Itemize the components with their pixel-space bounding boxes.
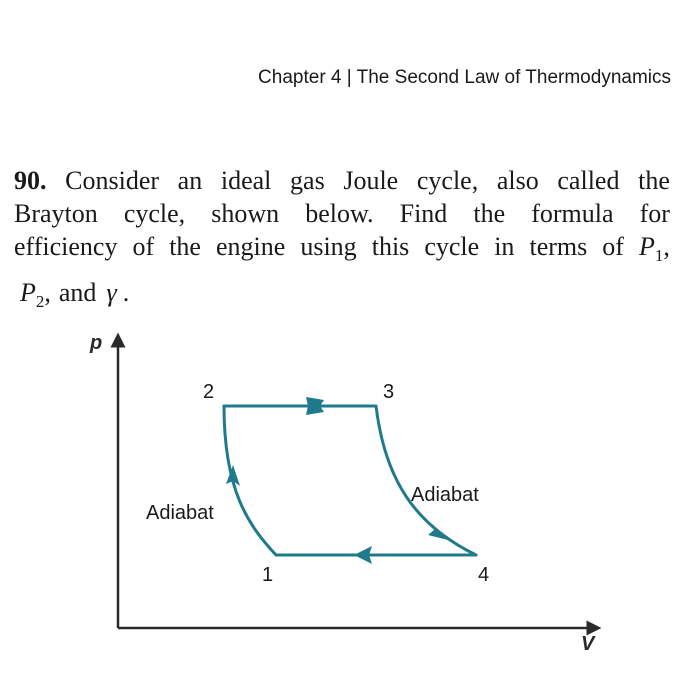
word: Joule	[343, 166, 399, 195]
word: an	[177, 166, 203, 195]
problem-number: 90.	[14, 166, 47, 195]
direction-arrows	[226, 397, 448, 564]
word: the	[169, 232, 201, 261]
word: cycle,	[123, 199, 186, 228]
word: ideal	[220, 166, 272, 195]
word: of	[132, 232, 155, 261]
word: this	[371, 232, 410, 261]
and-word: and	[58, 278, 97, 307]
word: formula	[531, 199, 614, 228]
word: Brayton	[14, 199, 98, 228]
subscript-2: 2	[35, 292, 45, 311]
word: below.	[305, 199, 374, 228]
left-adiabat-label: Adiabat	[146, 502, 214, 524]
word: for	[639, 199, 670, 228]
point-label-1: 1	[262, 564, 274, 586]
word: also	[496, 166, 539, 195]
right-adiabat-label: Adiabat	[411, 484, 479, 506]
point-label-2: 2	[203, 381, 215, 403]
period: .	[122, 278, 130, 307]
word: gas	[290, 166, 325, 195]
point-label-4: 4	[478, 564, 490, 586]
word: terms	[529, 232, 588, 261]
word: the	[638, 166, 670, 195]
subscript-1: 1	[654, 246, 664, 265]
adiabat-3-4	[376, 406, 476, 555]
p-symbol: P	[638, 232, 655, 261]
chapter-header: Chapter 4 | The Second Law of Thermodynamics	[258, 67, 671, 88]
word: called	[557, 166, 620, 195]
word: Consider	[65, 166, 160, 195]
v-axis-label: V	[581, 633, 595, 655]
p-axis-label: p	[90, 332, 103, 354]
word: cycle	[424, 232, 480, 261]
comma: ,	[44, 278, 51, 307]
word: of	[602, 232, 624, 261]
point-label-3: 3	[383, 381, 395, 403]
word: using	[300, 232, 357, 261]
word: Find	[399, 199, 448, 228]
word: in	[494, 232, 515, 261]
word: efficiency	[14, 232, 118, 261]
word: shown	[211, 199, 280, 228]
comma: ,	[663, 232, 670, 261]
word: engine	[216, 232, 286, 261]
word: cycle,	[416, 166, 479, 195]
p-symbol: P	[20, 278, 36, 307]
word: the	[473, 199, 506, 228]
gamma-symbol: γ	[106, 278, 117, 307]
